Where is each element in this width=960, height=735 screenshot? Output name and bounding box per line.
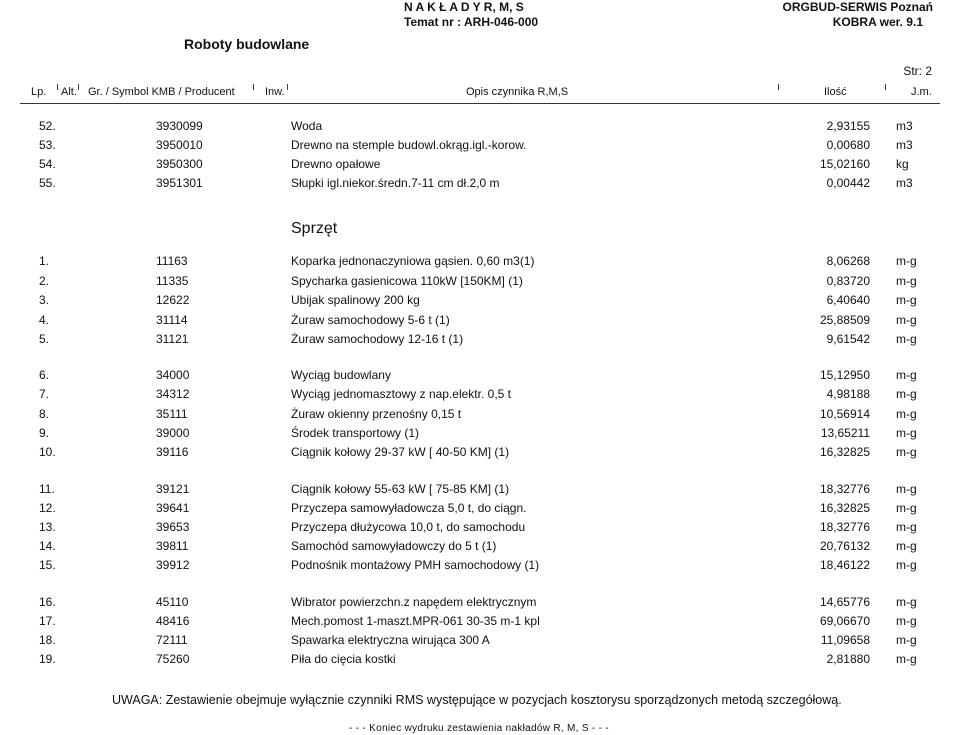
row-number: 9.	[39, 426, 50, 440]
table-row	[0, 595, 960, 614]
row-quantity: 18,46122	[819, 558, 870, 572]
table-row	[0, 633, 960, 652]
equipment-section-title: Sprzęt	[291, 220, 338, 237]
table-row	[0, 482, 960, 501]
row-unit: m-g	[896, 407, 917, 421]
table-row	[0, 119, 960, 138]
row-number: 18.	[39, 633, 56, 647]
row-number: 14.	[39, 539, 56, 553]
row-quantity: 18,32776	[819, 520, 870, 534]
row-description: Wyciąg budowlany	[291, 368, 391, 382]
software-version: KOBRA wer. 9.1	[832, 15, 923, 29]
row-quantity: 18,32776	[819, 482, 870, 496]
row-quantity: 25,88509	[819, 313, 870, 327]
row-symbol: 39121	[156, 482, 190, 496]
row-unit: m-g	[896, 254, 917, 268]
row-number: 52.	[39, 119, 56, 133]
row-unit: m-g	[896, 539, 917, 553]
row-quantity: 10,56914	[819, 407, 870, 421]
row-description: Środek transportowy (1)	[291, 426, 420, 440]
row-symbol: 3930099	[156, 119, 203, 133]
row-quantity: 9,61542	[826, 332, 870, 346]
row-number: 6.	[39, 368, 50, 382]
row-unit: m-g	[896, 293, 917, 307]
row-quantity: 20,76132	[819, 539, 870, 553]
row-number: 4.	[39, 313, 50, 327]
row-description: Ciągnik kołowy 29-37 kW [ 40-50 KM] (1)	[291, 445, 510, 459]
row-quantity: 13,65211	[820, 426, 870, 440]
row-description: Przyczepa samowyładowcza 5,0 t, do ciągn.	[291, 501, 527, 515]
row-quantity: 4,98188	[826, 387, 870, 401]
row-number: 1.	[39, 254, 50, 268]
table-row	[0, 501, 960, 520]
row-description: Przyczepa dłużycowa 10,0 t, do samochodu	[291, 520, 526, 534]
row-unit: m-g	[896, 633, 917, 647]
row-number: 13.	[39, 520, 56, 534]
row-description: Drewno opałowe	[291, 157, 381, 171]
footer-text: - - - Koniec wydruku zestawienia nakładów R, M, S - - -	[349, 723, 609, 734]
row-number: 55.	[39, 176, 56, 190]
table-row	[0, 368, 960, 387]
row-number: 11.	[39, 482, 55, 496]
row-quantity: 8,06268	[826, 254, 870, 268]
row-symbol: 34000	[156, 368, 190, 382]
col-unit: J.m.	[911, 86, 932, 98]
row-quantity: 15,02160	[819, 157, 870, 171]
row-quantity: 14,65776	[819, 595, 870, 609]
row-number: 17.	[39, 614, 56, 628]
row-description: Słupki igl.niekor.średn.7-11 cm dł.2,0 m	[291, 176, 500, 190]
row-symbol: 39000	[156, 426, 190, 440]
row-symbol: 3950010	[156, 138, 203, 152]
row-symbol: 31121	[156, 332, 189, 346]
row-unit: m-g	[896, 520, 917, 534]
row-description: Wyciąg jednomasztowy z nap.elektr. 0,5 t	[291, 387, 511, 401]
row-quantity: 16,32825	[819, 445, 870, 459]
row-number: 15.	[39, 558, 56, 572]
row-description: Wibrator powierzchn.z napędem elektrycznym	[291, 595, 537, 609]
table-row	[0, 254, 960, 273]
row-description: Spawarka elektryczna wirująca 300 A	[291, 633, 490, 647]
row-quantity: 11,09658	[820, 633, 870, 647]
row-symbol: 11163	[156, 254, 188, 268]
header-rule	[20, 103, 940, 104]
row-unit: m3	[896, 119, 913, 133]
row-description: Żuraw samochodowy 12-16 t (1)	[291, 332, 464, 346]
row-unit: m-g	[896, 368, 917, 382]
table-row	[0, 407, 960, 426]
row-number: 16.	[39, 595, 56, 609]
row-symbol: 3950300	[156, 157, 203, 171]
row-unit: m-g	[896, 387, 917, 401]
col-quantity: Ilość	[824, 86, 847, 98]
col-symbol: Gr. / Symbol KMB / Producent	[88, 86, 235, 98]
row-unit: m-g	[896, 274, 917, 288]
row-symbol: 35111	[156, 407, 188, 421]
row-number: 10.	[39, 445, 56, 459]
row-unit: m-g	[896, 313, 917, 327]
col-description: Opis czynnika R,M,S	[466, 86, 569, 98]
row-symbol: 39912	[156, 558, 190, 572]
row-description: Ciągnik kołowy 55-63 kW [ 75-85 KM] (1)	[291, 482, 510, 496]
row-description: Ubijak spalinowy 200 kg	[291, 293, 420, 307]
row-unit: m3	[896, 176, 913, 190]
row-unit: m-g	[896, 558, 917, 572]
row-unit: m-g	[896, 501, 917, 515]
row-number: 54.	[39, 157, 56, 171]
row-unit: m3	[896, 138, 913, 152]
row-unit: m-g	[896, 614, 917, 628]
table-row	[0, 157, 960, 176]
table-row	[0, 558, 960, 577]
row-unit: m-g	[896, 652, 917, 666]
row-unit: m-g	[896, 595, 917, 609]
table-row	[0, 520, 960, 539]
row-symbol: 12622	[156, 293, 190, 307]
table-row	[0, 445, 960, 464]
row-number: 7.	[39, 387, 50, 401]
topic-number: Temat nr : ARH-046-000	[404, 15, 539, 29]
row-number: 19.	[39, 652, 56, 666]
row-number: 12.	[39, 501, 56, 515]
row-description: Woda	[291, 119, 323, 133]
row-symbol: 72111	[156, 633, 188, 647]
col-alt: Alt.	[61, 86, 77, 98]
row-description: Żuraw samochodowy 5-6 t (1)	[291, 313, 450, 327]
page-number: Str: 2	[903, 64, 932, 78]
company-name: ORGBUD-SERWIS Poznań	[782, 0, 933, 14]
table-row	[0, 387, 960, 406]
row-symbol: 48416	[156, 614, 190, 628]
row-description: Podnośnik montażowy PMH samochodowy (1)	[291, 558, 540, 572]
table-row	[0, 138, 960, 157]
table-row	[0, 652, 960, 671]
row-quantity: 0,00442	[826, 176, 870, 190]
row-symbol: 39116	[156, 445, 189, 459]
table-row	[0, 426, 960, 445]
row-unit: m-g	[896, 445, 917, 459]
col-lp: Lp.	[31, 86, 47, 98]
row-symbol: 3951301	[156, 176, 203, 190]
row-number: 53.	[39, 138, 56, 152]
col-inw: Inw.	[265, 86, 285, 98]
note-text: UWAGA: Zestawienie obejmuje wyłącznie czynniki RMS występujące w pozycjach kosztorysu sporządzonych metodą szczegółową.	[112, 693, 842, 707]
row-description: Koparka jednonaczyniowa gąsien. 0,60 m3(1)	[291, 254, 535, 268]
row-number: 8.	[39, 407, 50, 421]
table-row	[0, 539, 960, 558]
row-symbol: 39641	[156, 501, 190, 515]
row-quantity: 69,06670	[819, 614, 870, 628]
table-row	[0, 176, 960, 195]
row-quantity: 2,93155	[826, 119, 870, 133]
table-row	[0, 614, 960, 633]
row-symbol: 45110	[156, 595, 189, 609]
row-unit: m-g	[896, 332, 917, 346]
row-number: 5.	[39, 332, 50, 346]
row-quantity: 15,12950	[819, 368, 870, 382]
row-number: 2.	[39, 274, 50, 288]
row-description: Żuraw okienny przenośny 0,15 t	[291, 407, 462, 421]
row-description: Mech.pomost 1-maszt.MPR-061 30-35 m-1 kpl	[291, 614, 540, 628]
row-quantity: 6,40640	[826, 293, 870, 307]
row-description: Spycharka gasienicowa 110kW [150KM] (1)	[291, 274, 523, 288]
report-title: N A K Ł A D Y R, M, S	[404, 0, 524, 14]
row-quantity: 0,83720	[826, 274, 870, 288]
row-symbol: 34312	[156, 387, 190, 401]
row-quantity: 2,81880	[826, 652, 870, 666]
row-quantity: 16,32825	[819, 501, 870, 515]
section-heading: Roboty budowlane	[184, 36, 310, 52]
row-symbol: 39653	[156, 520, 190, 534]
table-row	[0, 293, 960, 312]
row-symbol: 39811	[156, 539, 189, 553]
row-symbol: 75260	[156, 652, 190, 666]
row-unit: kg	[896, 157, 909, 171]
table-row	[0, 274, 960, 293]
row-symbol: 11335	[156, 274, 189, 288]
row-unit: m-g	[896, 482, 917, 496]
row-symbol: 31114	[156, 313, 188, 327]
table-row	[0, 332, 960, 351]
row-description: Piła do cięcia kostki	[291, 652, 396, 666]
row-number: 3.	[39, 293, 50, 307]
row-description: Samochód samowyładowczy do 5 t (1)	[291, 539, 497, 553]
table-row	[0, 313, 960, 332]
row-description: Drewno na stemple budowl.okrąg.igl.-korow.	[291, 138, 527, 152]
row-quantity: 0,00680	[826, 138, 870, 152]
row-unit: m-g	[896, 426, 917, 440]
